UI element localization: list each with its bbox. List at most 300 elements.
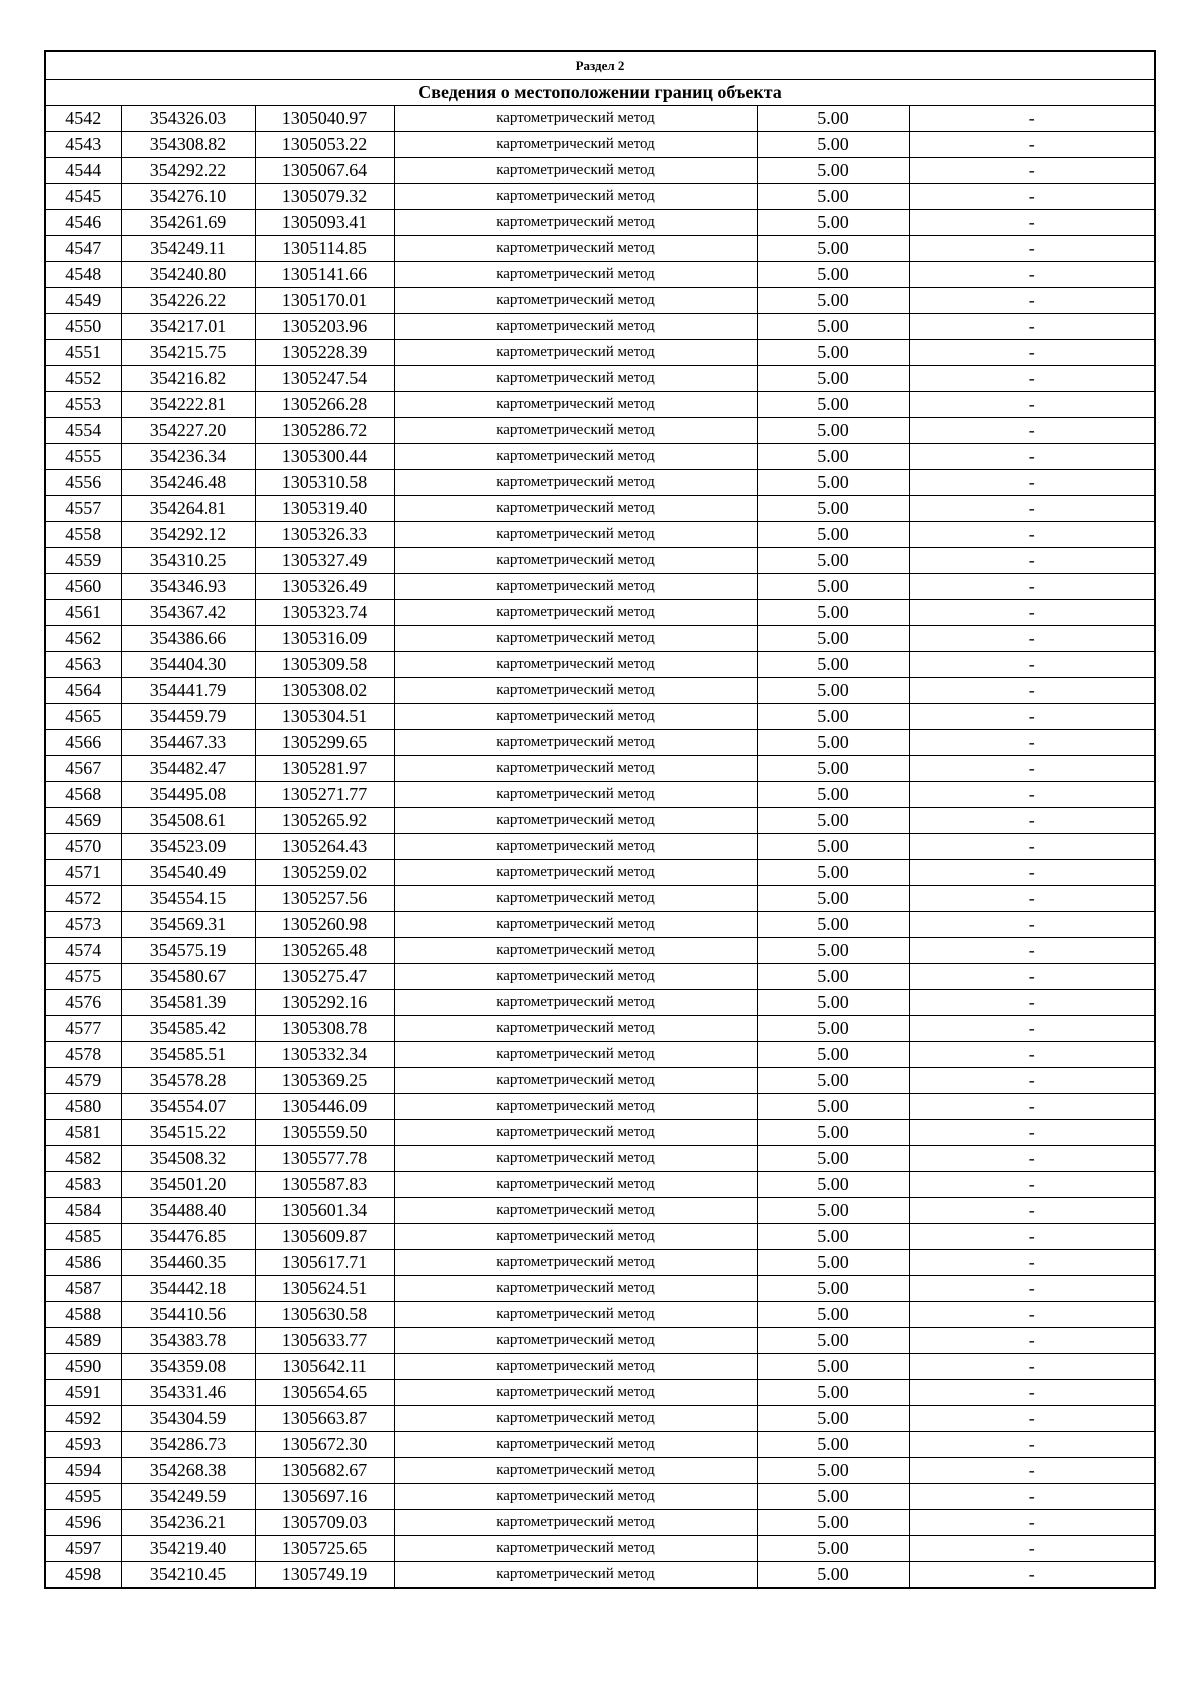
table-row (45, 184, 1155, 210)
accuracy-cell: 5.00 (757, 1250, 909, 1276)
table-row (45, 600, 1155, 626)
point-number-cell: 4578 (45, 1042, 121, 1068)
point-number-cell: 4564 (45, 678, 121, 704)
method-cell: картометрический метод (394, 574, 757, 600)
x-coordinate-cell: 354246.48 (121, 470, 255, 496)
accuracy-cell: 5.00 (757, 1094, 909, 1120)
method-cell: картометрический метод (394, 834, 757, 860)
point-number-cell: 4579 (45, 1068, 121, 1094)
point-number-cell: 4567 (45, 756, 121, 782)
accuracy-cell: 5.00 (757, 236, 909, 262)
accuracy-cell: 5.00 (757, 1042, 909, 1068)
description-cell: - (909, 340, 1155, 366)
method-cell: картометрический метод (394, 808, 757, 834)
description-cell: - (909, 1172, 1155, 1198)
accuracy-cell: 5.00 (757, 132, 909, 158)
description-cell: - (909, 704, 1155, 730)
x-coordinate-cell: 354515.22 (121, 1120, 255, 1146)
x-coordinate-cell: 354554.15 (121, 886, 255, 912)
y-coordinate-cell: 1305682.67 (255, 1458, 394, 1484)
x-coordinate-cell: 354240.80 (121, 262, 255, 288)
y-coordinate-cell: 1305319.40 (255, 496, 394, 522)
point-number-cell: 4562 (45, 626, 121, 652)
table-row (45, 1276, 1155, 1302)
accuracy-cell: 5.00 (757, 1276, 909, 1302)
description-cell: - (909, 782, 1155, 808)
method-cell: картометрический метод (394, 782, 757, 808)
y-coordinate-cell: 1305260.98 (255, 912, 394, 938)
table-row (45, 392, 1155, 418)
table-row (45, 1380, 1155, 1406)
table-row (45, 288, 1155, 314)
y-coordinate-cell: 1305265.92 (255, 808, 394, 834)
y-coordinate-cell: 1305709.03 (255, 1510, 394, 1536)
x-coordinate-cell: 354217.01 (121, 314, 255, 340)
accuracy-cell: 5.00 (757, 496, 909, 522)
point-number-cell: 4572 (45, 886, 121, 912)
point-number-cell: 4590 (45, 1354, 121, 1380)
accuracy-cell: 5.00 (757, 574, 909, 600)
description-cell: - (909, 964, 1155, 990)
y-coordinate-cell: 1305079.32 (255, 184, 394, 210)
boundary-coordinates-table (44, 50, 1156, 1589)
x-coordinate-cell: 354569.31 (121, 912, 255, 938)
x-coordinate-cell: 354580.67 (121, 964, 255, 990)
table-row (45, 756, 1155, 782)
x-coordinate-cell: 354523.09 (121, 834, 255, 860)
x-coordinate-cell: 354219.40 (121, 1536, 255, 1562)
description-cell: - (909, 470, 1155, 496)
accuracy-cell: 5.00 (757, 756, 909, 782)
point-number-cell: 4592 (45, 1406, 121, 1432)
point-number-cell: 4589 (45, 1328, 121, 1354)
x-coordinate-cell: 354410.56 (121, 1302, 255, 1328)
y-coordinate-cell: 1305308.78 (255, 1016, 394, 1042)
description-cell: - (909, 1120, 1155, 1146)
y-coordinate-cell: 1305286.72 (255, 418, 394, 444)
point-number-cell: 4568 (45, 782, 121, 808)
x-coordinate-cell: 354236.21 (121, 1510, 255, 1536)
y-coordinate-cell: 1305308.02 (255, 678, 394, 704)
description-cell: - (909, 1562, 1155, 1589)
table-row (45, 470, 1155, 496)
description-cell: - (909, 886, 1155, 912)
x-coordinate-cell: 354215.75 (121, 340, 255, 366)
method-cell: картометрический метод (394, 496, 757, 522)
method-cell: картометрический метод (394, 860, 757, 886)
description-cell: - (909, 366, 1155, 392)
point-number-cell: 4547 (45, 236, 121, 262)
table-row (45, 1510, 1155, 1536)
description-cell: - (909, 548, 1155, 574)
method-cell: картометрический метод (394, 652, 757, 678)
method-cell: картометрический метод (394, 730, 757, 756)
method-cell: картометрический метод (394, 678, 757, 704)
table-row (45, 678, 1155, 704)
description-cell: - (909, 1302, 1155, 1328)
point-number-cell: 4558 (45, 522, 121, 548)
description-cell: - (909, 808, 1155, 834)
y-coordinate-cell: 1305323.74 (255, 600, 394, 626)
point-number-cell: 4545 (45, 184, 121, 210)
x-coordinate-cell: 354488.40 (121, 1198, 255, 1224)
accuracy-cell: 5.00 (757, 1198, 909, 1224)
accuracy-cell: 5.00 (757, 1172, 909, 1198)
point-number-cell: 4570 (45, 834, 121, 860)
method-cell: картометрический метод (394, 444, 757, 470)
accuracy-cell: 5.00 (757, 834, 909, 860)
x-coordinate-cell: 354581.39 (121, 990, 255, 1016)
table-row (45, 548, 1155, 574)
table-row (45, 1120, 1155, 1146)
table-row (45, 1146, 1155, 1172)
x-coordinate-cell: 354442.18 (121, 1276, 255, 1302)
y-coordinate-cell: 1305300.44 (255, 444, 394, 470)
table-row (45, 444, 1155, 470)
x-coordinate-cell: 354441.79 (121, 678, 255, 704)
description-cell: - (909, 1276, 1155, 1302)
section-label: Раздел 2 (45, 51, 1155, 80)
table-row (45, 106, 1155, 132)
accuracy-cell: 5.00 (757, 1146, 909, 1172)
method-cell: картометрический метод (394, 236, 757, 262)
point-number-cell: 4583 (45, 1172, 121, 1198)
point-number-cell: 4597 (45, 1536, 121, 1562)
y-coordinate-cell: 1305663.87 (255, 1406, 394, 1432)
x-coordinate-cell: 354386.66 (121, 626, 255, 652)
y-coordinate-cell: 1305559.50 (255, 1120, 394, 1146)
method-cell: картометрический метод (394, 626, 757, 652)
accuracy-cell: 5.00 (757, 1068, 909, 1094)
table-row (45, 262, 1155, 288)
description-cell: - (909, 1536, 1155, 1562)
method-cell: картометрический метод (394, 1120, 757, 1146)
point-number-cell: 4543 (45, 132, 121, 158)
table-row (45, 1458, 1155, 1484)
accuracy-cell: 5.00 (757, 548, 909, 574)
point-number-cell: 4574 (45, 938, 121, 964)
accuracy-cell: 5.00 (757, 730, 909, 756)
x-coordinate-cell: 354304.59 (121, 1406, 255, 1432)
x-coordinate-cell: 354508.61 (121, 808, 255, 834)
description-cell: - (909, 938, 1155, 964)
point-number-cell: 4553 (45, 392, 121, 418)
table-row (45, 990, 1155, 1016)
x-coordinate-cell: 354292.22 (121, 158, 255, 184)
method-cell: картометрический метод (394, 1250, 757, 1276)
accuracy-cell: 5.00 (757, 938, 909, 964)
y-coordinate-cell: 1305264.43 (255, 834, 394, 860)
y-coordinate-cell: 1305672.30 (255, 1432, 394, 1458)
point-number-cell: 4580 (45, 1094, 121, 1120)
description-cell: - (909, 1224, 1155, 1250)
description-cell: - (909, 600, 1155, 626)
method-cell: картометрический метод (394, 262, 757, 288)
y-coordinate-cell: 1305170.01 (255, 288, 394, 314)
x-coordinate-cell: 354482.47 (121, 756, 255, 782)
y-coordinate-cell: 1305257.56 (255, 886, 394, 912)
point-number-cell: 4596 (45, 1510, 121, 1536)
x-coordinate-cell: 354249.59 (121, 1484, 255, 1510)
accuracy-cell: 5.00 (757, 964, 909, 990)
method-cell: картометрический метод (394, 288, 757, 314)
x-coordinate-cell: 354383.78 (121, 1328, 255, 1354)
method-cell: картометрический метод (394, 1146, 757, 1172)
method-cell: картометрический метод (394, 314, 757, 340)
method-cell: картометрический метод (394, 1536, 757, 1562)
accuracy-cell: 5.00 (757, 1484, 909, 1510)
accuracy-cell: 5.00 (757, 1224, 909, 1250)
description-cell: - (909, 1016, 1155, 1042)
x-coordinate-cell: 354476.85 (121, 1224, 255, 1250)
point-number-cell: 4561 (45, 600, 121, 626)
y-coordinate-cell: 1305326.49 (255, 574, 394, 600)
point-number-cell: 4569 (45, 808, 121, 834)
y-coordinate-cell: 1305642.11 (255, 1354, 394, 1380)
method-cell: картометрический метод (394, 106, 757, 132)
accuracy-cell: 5.00 (757, 652, 909, 678)
accuracy-cell: 5.00 (757, 340, 909, 366)
description-cell: - (909, 314, 1155, 340)
y-coordinate-cell: 1305141.66 (255, 262, 394, 288)
x-coordinate-cell: 354554.07 (121, 1094, 255, 1120)
table-row (45, 938, 1155, 964)
table-row (45, 652, 1155, 678)
x-coordinate-cell: 354460.35 (121, 1250, 255, 1276)
table-row (45, 1068, 1155, 1094)
table-body (45, 51, 1155, 1588)
y-coordinate-cell: 1305633.77 (255, 1328, 394, 1354)
y-coordinate-cell: 1305446.09 (255, 1094, 394, 1120)
method-cell: картометрический метод (394, 1068, 757, 1094)
description-cell: - (909, 132, 1155, 158)
method-cell: картометрический метод (394, 418, 757, 444)
y-coordinate-cell: 1305067.64 (255, 158, 394, 184)
description-cell: - (909, 1042, 1155, 1068)
y-coordinate-cell: 1305630.58 (255, 1302, 394, 1328)
y-coordinate-cell: 1305624.51 (255, 1276, 394, 1302)
accuracy-cell: 5.00 (757, 1432, 909, 1458)
accuracy-cell: 5.00 (757, 782, 909, 808)
method-cell: картометрический метод (394, 184, 757, 210)
point-number-cell: 4550 (45, 314, 121, 340)
x-coordinate-cell: 354359.08 (121, 1354, 255, 1380)
section-header-row (45, 51, 1155, 80)
x-coordinate-cell: 354286.73 (121, 1432, 255, 1458)
point-number-cell: 4542 (45, 106, 121, 132)
x-coordinate-cell: 354585.42 (121, 1016, 255, 1042)
y-coordinate-cell: 1305697.16 (255, 1484, 394, 1510)
accuracy-cell: 5.00 (757, 1380, 909, 1406)
table-row (45, 704, 1155, 730)
point-number-cell: 4594 (45, 1458, 121, 1484)
description-cell: - (909, 158, 1155, 184)
description-cell: - (909, 1510, 1155, 1536)
method-cell: картометрический метод (394, 1276, 757, 1302)
y-coordinate-cell: 1305369.25 (255, 1068, 394, 1094)
accuracy-cell: 5.00 (757, 1016, 909, 1042)
table-row (45, 860, 1155, 886)
description-cell: - (909, 1094, 1155, 1120)
description-cell: - (909, 912, 1155, 938)
description-cell: - (909, 1198, 1155, 1224)
accuracy-cell: 5.00 (757, 1406, 909, 1432)
accuracy-cell: 5.00 (757, 990, 909, 1016)
method-cell: картометрический метод (394, 1406, 757, 1432)
accuracy-cell: 5.00 (757, 1120, 909, 1146)
accuracy-cell: 5.00 (757, 886, 909, 912)
x-coordinate-cell: 354501.20 (121, 1172, 255, 1198)
table-row (45, 834, 1155, 860)
table-row (45, 912, 1155, 938)
method-cell: картометрический метод (394, 756, 757, 782)
point-number-cell: 4593 (45, 1432, 121, 1458)
table-row (45, 496, 1155, 522)
table-row (45, 886, 1155, 912)
x-coordinate-cell: 354326.03 (121, 106, 255, 132)
point-number-cell: 4554 (45, 418, 121, 444)
description-cell: - (909, 288, 1155, 314)
method-cell: картометрический метод (394, 1562, 757, 1589)
method-cell: картометрический метод (394, 158, 757, 184)
description-cell: - (909, 574, 1155, 600)
description-cell: - (909, 1146, 1155, 1172)
point-number-cell: 4575 (45, 964, 121, 990)
point-number-cell: 4585 (45, 1224, 121, 1250)
table-row (45, 1172, 1155, 1198)
accuracy-cell: 5.00 (757, 912, 909, 938)
table-row (45, 1328, 1155, 1354)
method-cell: картометрический метод (394, 886, 757, 912)
method-cell: картометрический метод (394, 1094, 757, 1120)
method-cell: картометрический метод (394, 366, 757, 392)
y-coordinate-cell: 1305040.97 (255, 106, 394, 132)
accuracy-cell: 5.00 (757, 366, 909, 392)
point-number-cell: 4571 (45, 860, 121, 886)
description-cell: - (909, 496, 1155, 522)
y-coordinate-cell: 1305326.33 (255, 522, 394, 548)
method-cell: картометрический метод (394, 964, 757, 990)
table-row (45, 210, 1155, 236)
y-coordinate-cell: 1305275.47 (255, 964, 394, 990)
point-number-cell: 4546 (45, 210, 121, 236)
y-coordinate-cell: 1305316.09 (255, 626, 394, 652)
table-row (45, 730, 1155, 756)
point-number-cell: 4595 (45, 1484, 121, 1510)
point-number-cell: 4598 (45, 1562, 121, 1589)
accuracy-cell: 5.00 (757, 1536, 909, 1562)
accuracy-cell: 5.00 (757, 106, 909, 132)
accuracy-cell: 5.00 (757, 392, 909, 418)
description-cell: - (909, 834, 1155, 860)
description-cell: - (909, 626, 1155, 652)
method-cell: картометрический метод (394, 1198, 757, 1224)
description-cell: - (909, 860, 1155, 886)
accuracy-cell: 5.00 (757, 600, 909, 626)
x-coordinate-cell: 354578.28 (121, 1068, 255, 1094)
accuracy-cell: 5.00 (757, 1510, 909, 1536)
method-cell: картометрический метод (394, 1016, 757, 1042)
method-cell: картометрический метод (394, 1432, 757, 1458)
accuracy-cell: 5.00 (757, 210, 909, 236)
table-row (45, 132, 1155, 158)
description-cell: - (909, 990, 1155, 1016)
x-coordinate-cell: 354268.38 (121, 1458, 255, 1484)
x-coordinate-cell: 354495.08 (121, 782, 255, 808)
method-cell: картометрический метод (394, 1302, 757, 1328)
method-cell: картометрический метод (394, 1172, 757, 1198)
description-cell: - (909, 184, 1155, 210)
table-row (45, 1198, 1155, 1224)
point-number-cell: 4581 (45, 1120, 121, 1146)
method-cell: картометрический метод (394, 990, 757, 1016)
point-number-cell: 4556 (45, 470, 121, 496)
y-coordinate-cell: 1305327.49 (255, 548, 394, 574)
table-row (45, 522, 1155, 548)
point-number-cell: 4584 (45, 1198, 121, 1224)
x-coordinate-cell: 354308.82 (121, 132, 255, 158)
accuracy-cell: 5.00 (757, 860, 909, 886)
table-row (45, 1484, 1155, 1510)
table-row (45, 964, 1155, 990)
description-cell: - (909, 1250, 1155, 1276)
description-cell: - (909, 652, 1155, 678)
table-row (45, 1250, 1155, 1276)
description-cell: - (909, 444, 1155, 470)
method-cell: картометрический метод (394, 938, 757, 964)
point-number-cell: 4588 (45, 1302, 121, 1328)
table-row (45, 782, 1155, 808)
x-coordinate-cell: 354236.34 (121, 444, 255, 470)
table-row (45, 236, 1155, 262)
accuracy-cell: 5.00 (757, 522, 909, 548)
accuracy-cell: 5.00 (757, 1302, 909, 1328)
x-coordinate-cell: 354276.10 (121, 184, 255, 210)
y-coordinate-cell: 1305587.83 (255, 1172, 394, 1198)
y-coordinate-cell: 1305577.78 (255, 1146, 394, 1172)
x-coordinate-cell: 354404.30 (121, 652, 255, 678)
table-row (45, 626, 1155, 652)
y-coordinate-cell: 1305725.65 (255, 1536, 394, 1562)
table-row (45, 1224, 1155, 1250)
point-number-cell: 4563 (45, 652, 121, 678)
table-row (45, 340, 1155, 366)
method-cell: картометрический метод (394, 1380, 757, 1406)
accuracy-cell: 5.00 (757, 158, 909, 184)
method-cell: картометрический метод (394, 1328, 757, 1354)
point-number-cell: 4549 (45, 288, 121, 314)
x-coordinate-cell: 354264.81 (121, 496, 255, 522)
y-coordinate-cell: 1305203.96 (255, 314, 394, 340)
point-number-cell: 4560 (45, 574, 121, 600)
x-coordinate-cell: 354367.42 (121, 600, 255, 626)
point-number-cell: 4555 (45, 444, 121, 470)
x-coordinate-cell: 354467.33 (121, 730, 255, 756)
y-coordinate-cell: 1305265.48 (255, 938, 394, 964)
description-cell: - (909, 1406, 1155, 1432)
method-cell: картометрический метод (394, 1224, 757, 1250)
description-cell: - (909, 678, 1155, 704)
accuracy-cell: 5.00 (757, 184, 909, 210)
point-number-cell: 4559 (45, 548, 121, 574)
table-row (45, 808, 1155, 834)
description-cell: - (909, 210, 1155, 236)
method-cell: картометрический метод (394, 704, 757, 730)
accuracy-cell: 5.00 (757, 1562, 909, 1589)
method-cell: картометрический метод (394, 1510, 757, 1536)
y-coordinate-cell: 1305053.22 (255, 132, 394, 158)
x-coordinate-cell: 354346.93 (121, 574, 255, 600)
